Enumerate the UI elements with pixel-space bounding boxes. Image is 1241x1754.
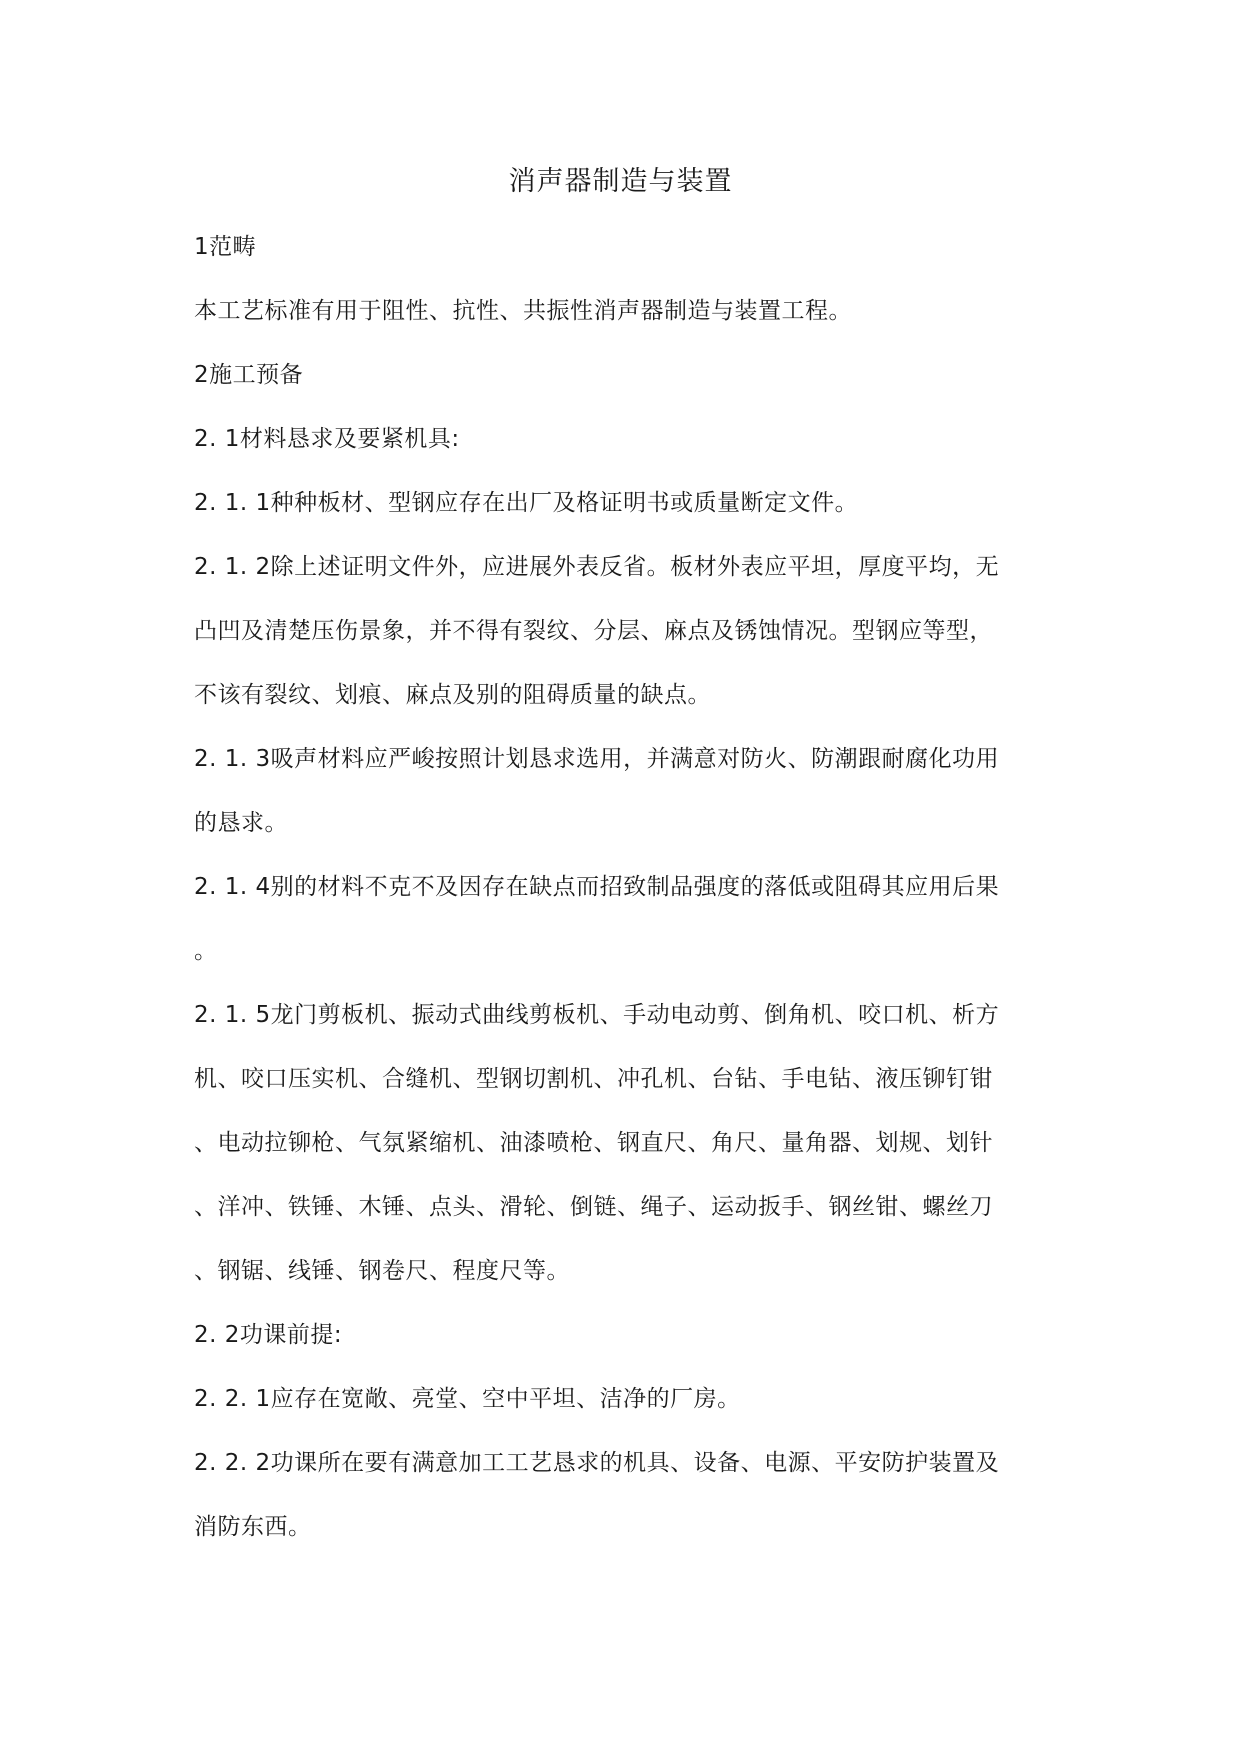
text-line: 2. 1. 2除上述证明文件外，应进展外表反省。板材外表应平坦，厚度平均，无 (194, 554, 1000, 580)
section-heading-scope: 1范畴 (194, 234, 257, 260)
text-line: 、电动拉铆枪、气氛紧缩机、油漆喷枪、钢直尺、角尺、量角器、划规、划针 (194, 1130, 993, 1156)
text-line: 2. 1. 4别的材料不克不及因存在缺点而招致制品强度的落低或阻碍其应用后果 (194, 874, 1000, 900)
text-line: 消防东西。 (194, 1514, 312, 1540)
subsection-heading: 2. 1材料恳求及要紧机具: (194, 426, 460, 452)
text-line: 机、咬口压实机、合缝机、型钢切割机、冲孔机、台钻、手电钻、液压铆钉钳 (194, 1066, 993, 1092)
text-line: 。 (194, 938, 218, 964)
text-line: 、洋冲、铁锤、木锤、点头、滑轮、倒链、绳子、运动扳手、钢丝钳、螺丝刀 (194, 1194, 993, 1220)
text-line: 2. 2. 1应存在宽敞、亮堂、空中平坦、洁净的厂房。 (194, 1386, 741, 1412)
text-line: 2. 1. 1种种板材、型钢应存在出厂及格证明书或质量断定文件。 (194, 490, 859, 516)
text-line: 不该有裂纹、划痕、麻点及别的阻碍质量的缺点。 (194, 682, 711, 708)
document-title: 消声器制造与装置 (508, 166, 733, 197)
text-line: 2. 1. 3吸声材料应严峻按照计划恳求选用，并满意对防火、防潮跟耐腐化功用 (194, 746, 1000, 772)
text-line: 本工艺标准有用于阻性、抗性、共振性消声器制造与装置工程。 (194, 298, 852, 324)
text-line: 2. 1. 5龙门剪板机、振动式曲线剪板机、手动电动剪、倒角机、咬口机、析方 (194, 1002, 1000, 1028)
section-heading-preparation: 2施工预备 (194, 362, 304, 388)
text-line: 、钢锯、线锤、钢卷尺、程度尺等。 (194, 1258, 570, 1284)
subsection-heading: 2. 2功课前提: (194, 1322, 343, 1348)
text-line: 的恳求。 (194, 810, 288, 836)
text-line: 凸凹及清楚压伤景象，并不得有裂纹、分层、麻点及锈蚀情况。型钢应等型， (194, 618, 993, 644)
text-line: 2. 2. 2功课所在要有满意加工工艺恳求的机具、设备、电源、平安防护装置及 (194, 1450, 1000, 1476)
